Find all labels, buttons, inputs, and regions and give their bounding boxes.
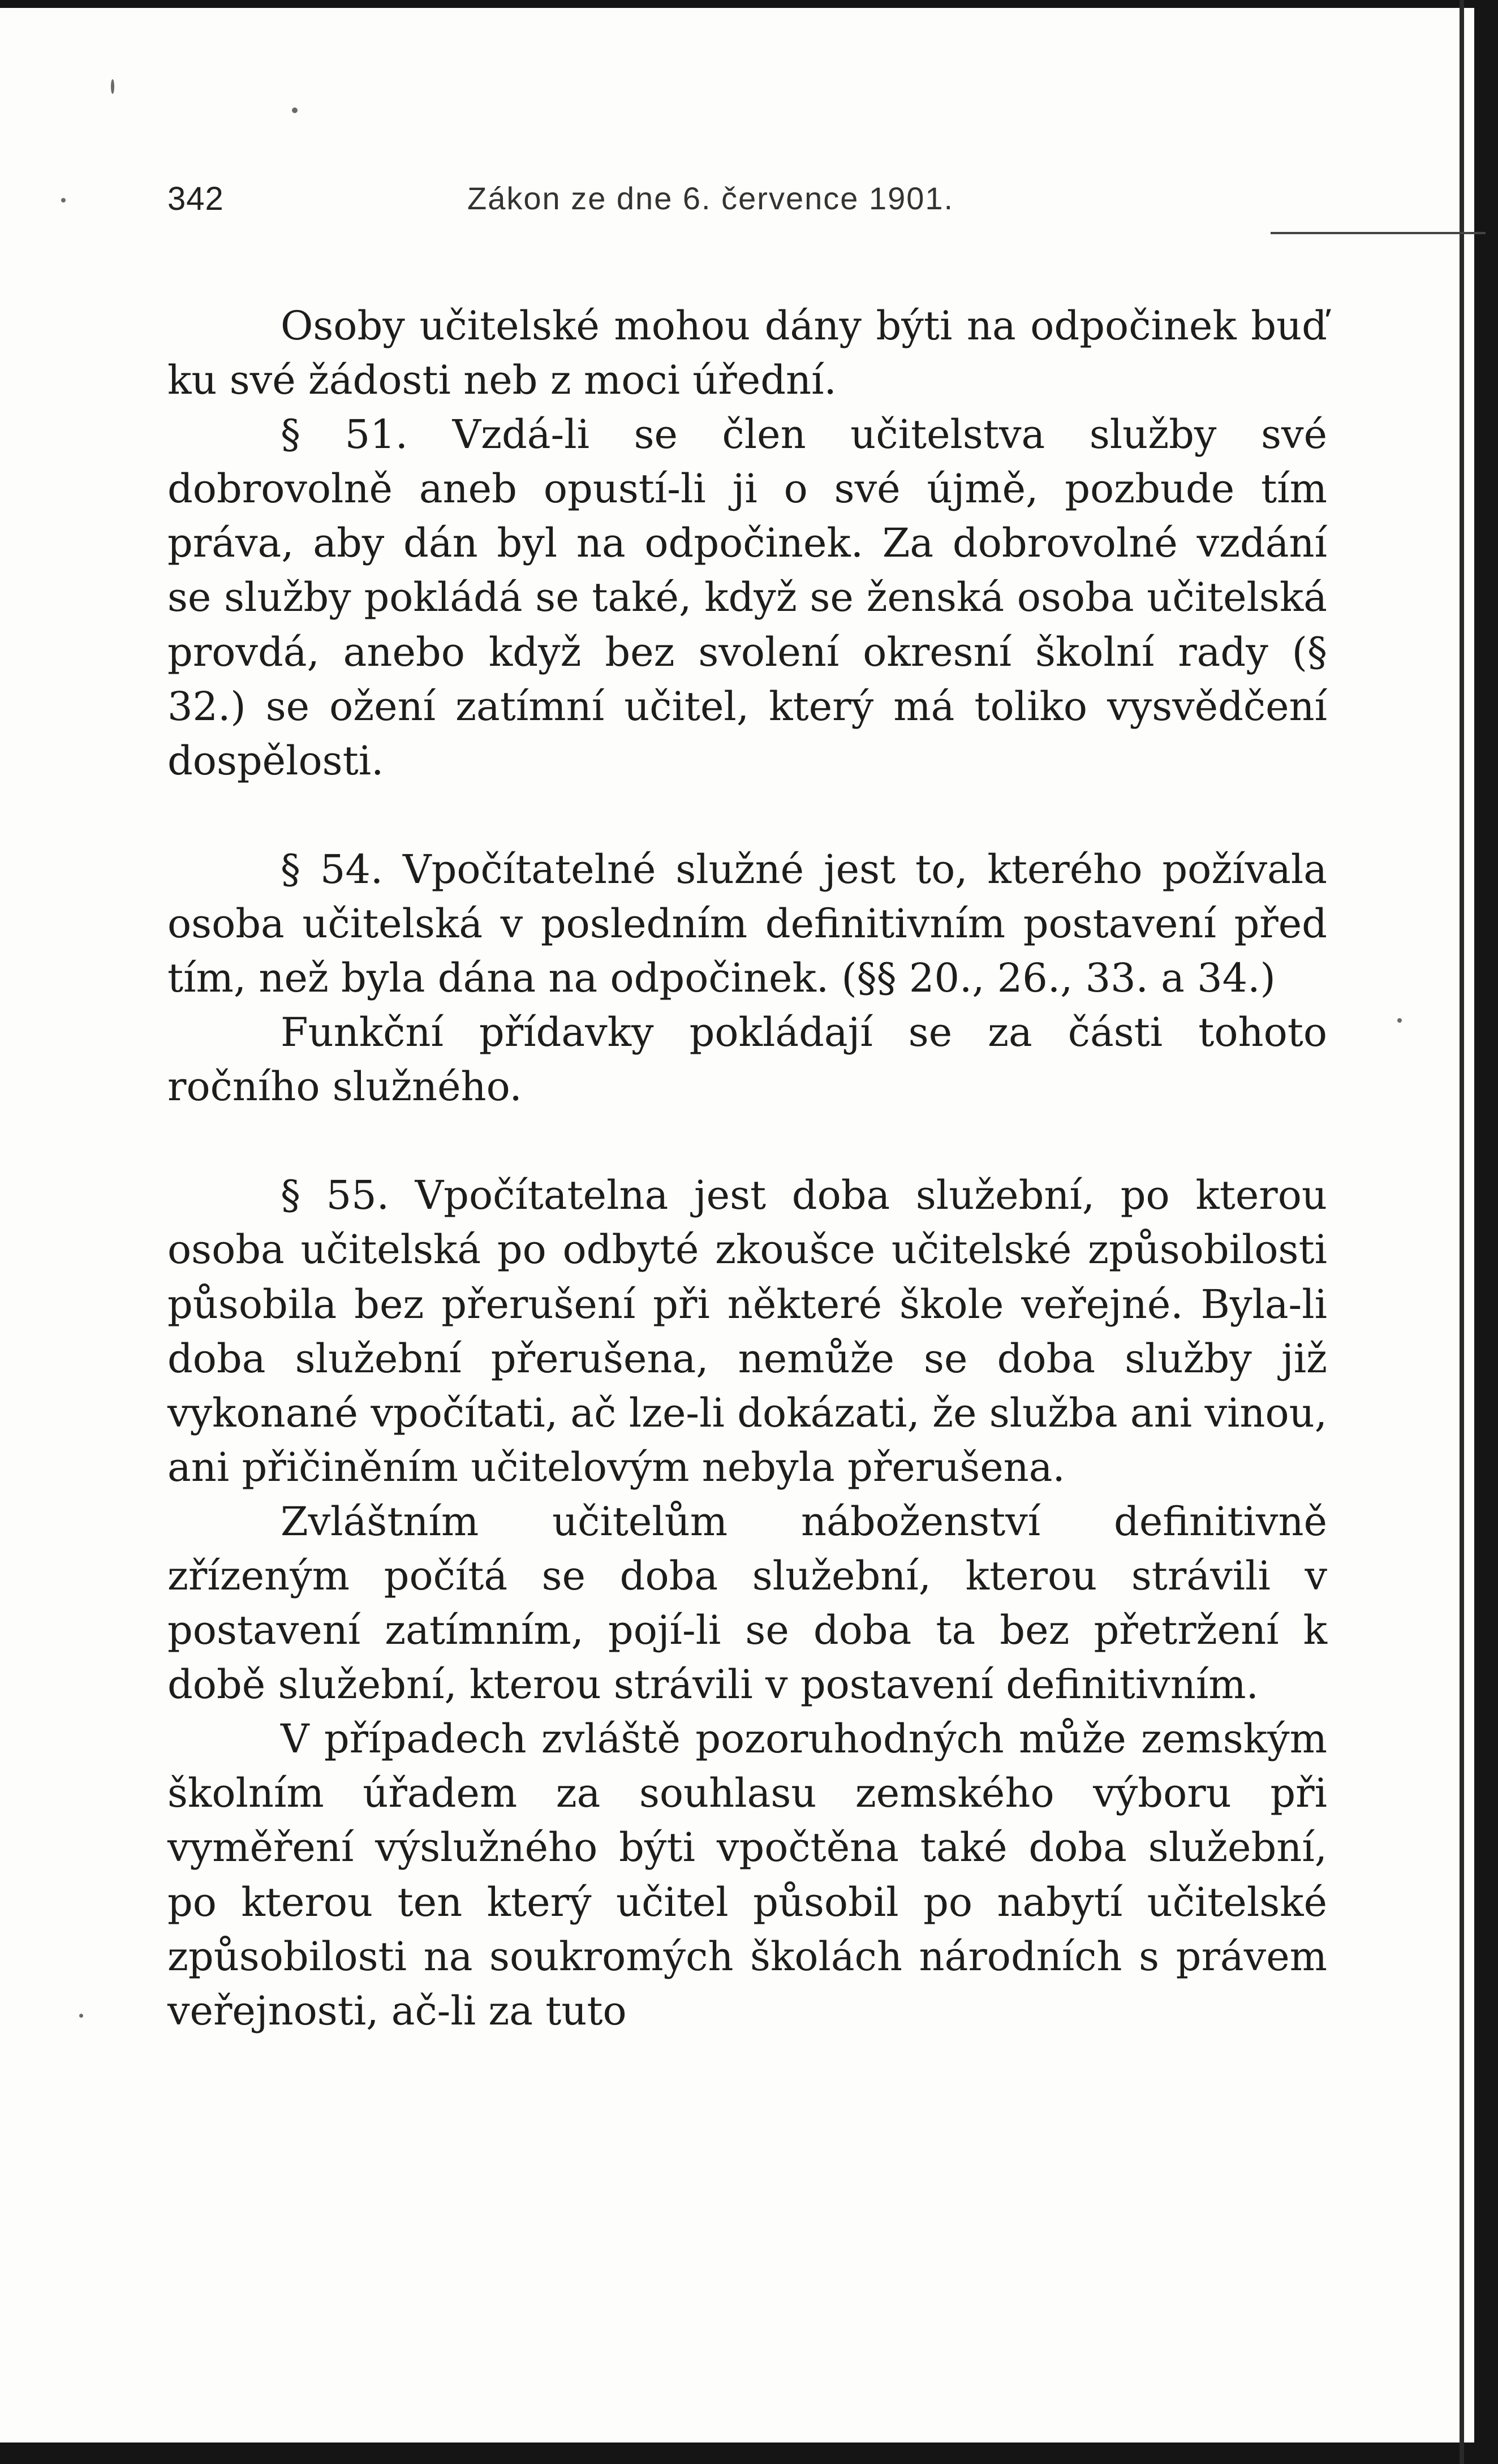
header-rule [1271, 232, 1486, 234]
paragraph: Osoby učitelské mohou dány býti na odpočinek buď ku své žádosti neb z moci úřední. [167, 303, 1327, 404]
scan-speck [61, 198, 66, 203]
body-text [167, 299, 1327, 2038]
scan-speck [292, 107, 298, 113]
paragraph-section-51: § 51. Vzdá-li se člen učitelstva služby své dobrovolně aneb opustí-li ji o své újmě, pozbude tím práva, aby dán byl na odpočinek. Za dobrovolné vzdání se služby pokládá se také, když se ženská osoba učitelská provdá, anebo když bez svolení okresní školní rady (§ 32.) se ožení zatímní učitel, který má toliko vysvědčení dospělosti. [167, 411, 1327, 784]
running-head: Zákon ze dne 6. července 1901. [467, 180, 954, 216]
scan-edge-top [0, 0, 1498, 8]
paragraph-section-54: § 54. Vpočítatelné služné jest to, kterého požívala osoba učitelská v posledním definitivním postavení před tím, než byla dána na odpočinek. (§§ 20., 26., 33. a 34.) [167, 846, 1327, 1002]
scan-speck [1397, 1018, 1402, 1023]
paragraph: Funkční přídavky pokládají se za části tohoto ročního služného. [167, 1009, 1327, 1110]
paragraph: V případech zvláště pozoruhodných může zemským školním úřadem za souhlasu zemského výboru při vyměření výslužného býti vpočtěna také doba služební, po kterou ten který učitel působil po nabytí učitelské způsobilosti na soukromých školách národních s právem veřejnosti, ač-li za tuto [167, 1716, 1327, 2034]
page-number: 342 [167, 180, 224, 217]
scan-speck [79, 2014, 83, 2018]
scan-edge-right [1474, 0, 1498, 2464]
scan-edge-right-inner [1460, 0, 1464, 2464]
page-header [167, 180, 1333, 225]
paragraph: Zvláštním učitelům náboženství definitivně zřízeným počítá se doba služební, kterou strávili v postavení zatímním, pojí-li se doba ta bez přetržení k době služební, kterou strávili v postavení definitivním. [167, 1498, 1327, 1708]
scan-speck [111, 79, 114, 94]
scan-edge-bottom [0, 2443, 1498, 2464]
paragraph-section-55: § 55. Vpočítatelna jest doba služební, po kterou osoba učitelská po odbyté zkoušce učitelské způsobilosti působila bez přerušení při některé škole veřejné. Byla-li doba služební přerušena, nemůže se doba služby již vykonané vpočítati, ač lze-li dokázati, že služba ani vinou, ani přičiněním učitelovým nebyla přerušena. [167, 1172, 1327, 1491]
